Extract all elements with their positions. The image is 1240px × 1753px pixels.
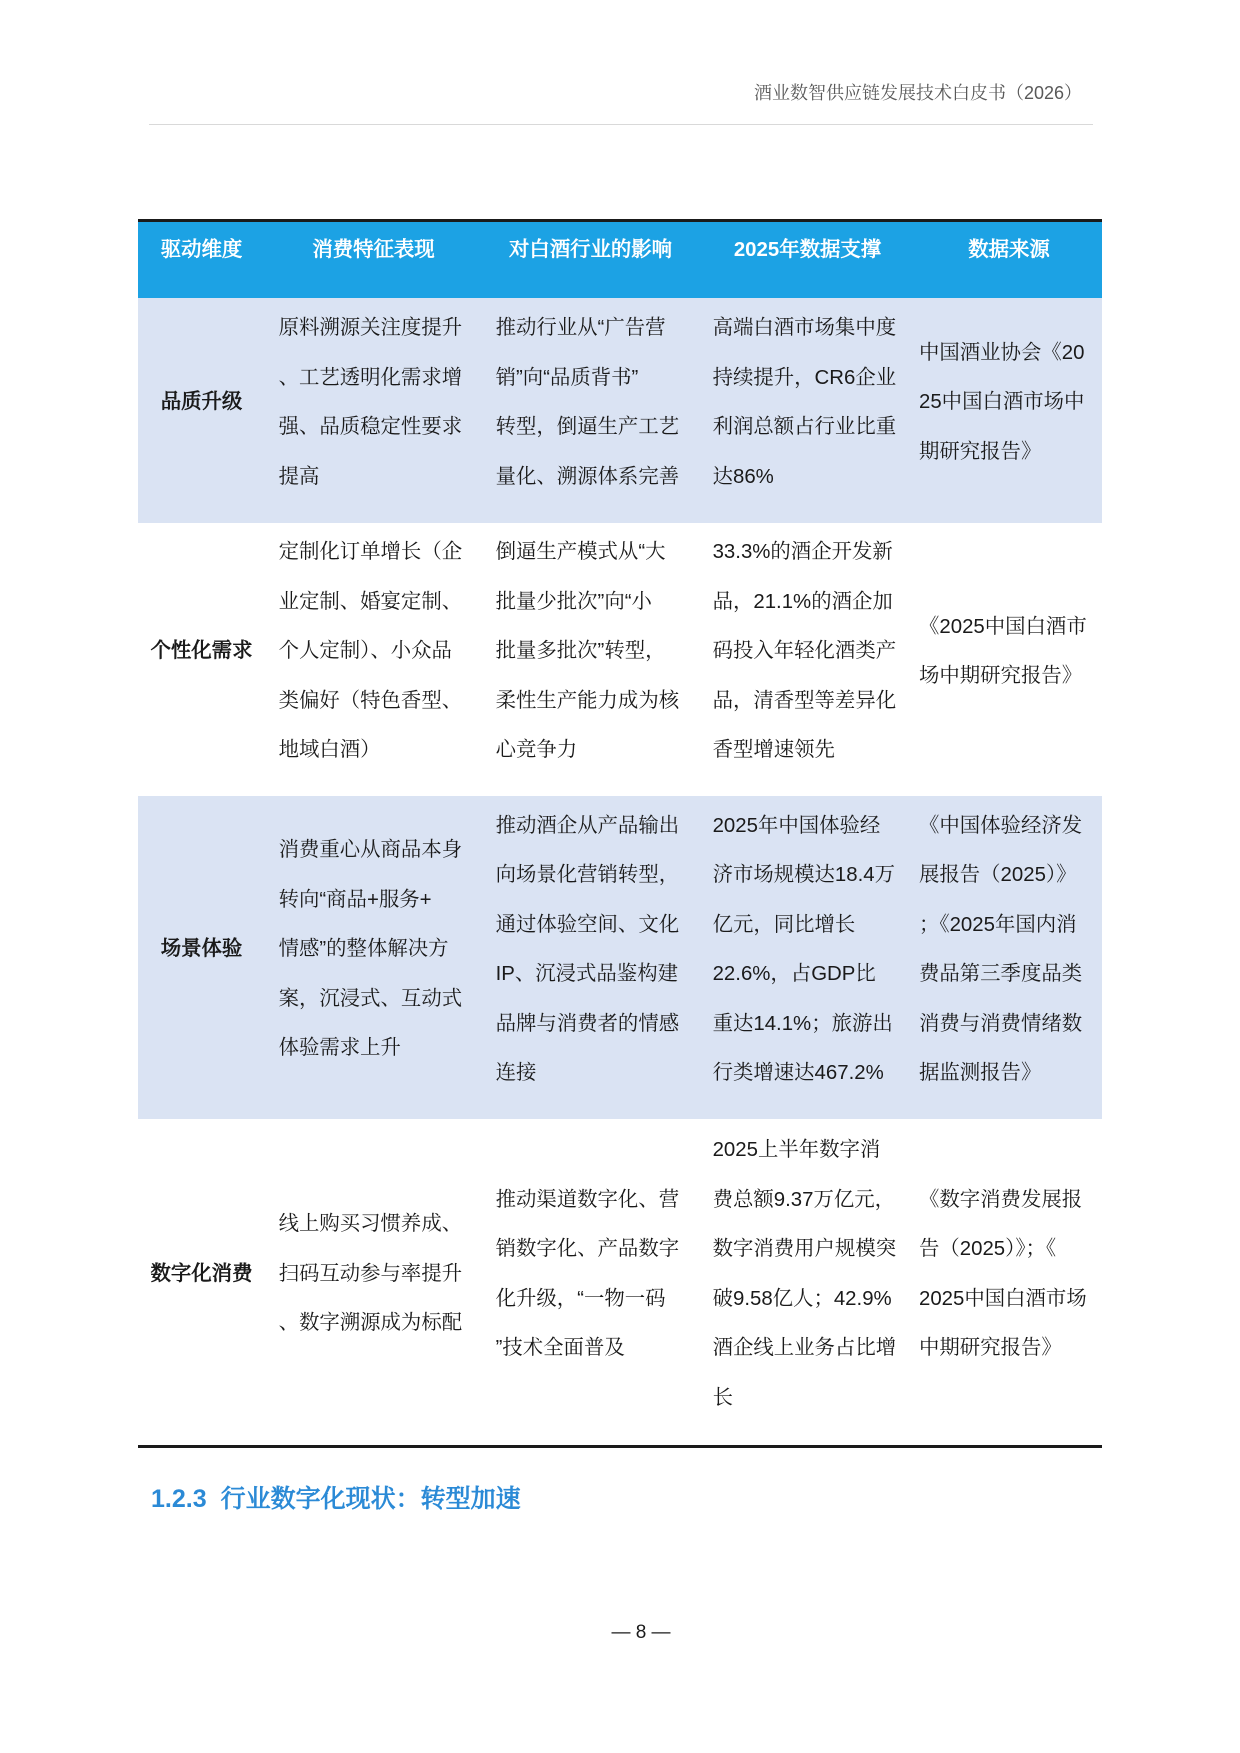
- cell-line: 场景体验: [160, 938, 243, 961]
- drivers-table: [138, 219, 1102, 1448]
- cell-line: 通过体验空间、文化: [495, 913, 680, 936]
- section-heading: [151, 1483, 521, 1515]
- cell-dimension: [138, 523, 265, 796]
- cell-line: 个人定制）、小众品: [278, 640, 452, 663]
- cell-line: 转型，倒逼生产工艺: [495, 416, 680, 438]
- cell-line: 连接: [495, 1062, 537, 1084]
- cell-impact: [482, 1119, 699, 1445]
- cell-line: 《中国体验经济发: [919, 814, 1083, 837]
- cell-line: 、数字溯源成为标配: [278, 1312, 463, 1335]
- cell-line: 销数字化、产品数字: [495, 1238, 680, 1260]
- cell-line: 持续提升，CR6企业: [712, 366, 897, 389]
- cell-line: ；《2025年国内消: [919, 913, 1077, 936]
- page-number: — 8 —: [611, 1622, 671, 1643]
- cell-impact: [482, 298, 699, 523]
- cell-line: 破9.58亿人；42.9%: [712, 1287, 892, 1310]
- cell-line: 2025中国白酒市场: [919, 1287, 1087, 1310]
- cell-line: 、工艺透明化需求增: [278, 366, 463, 389]
- column-header-impact: 对白酒行业的影响: [482, 222, 699, 298]
- cell-line: 倒逼生产模式从“大: [495, 541, 666, 564]
- cell-line: 费品第三季度品类: [919, 963, 1083, 985]
- cell-line: 体验需求上升: [278, 1037, 401, 1060]
- cell-features: [265, 523, 482, 796]
- cell-data-support: [699, 298, 916, 523]
- cell-line: 原料溯源关注度提升: [278, 317, 463, 339]
- cell-line: ”技术全面普及: [495, 1337, 625, 1359]
- cell-line: 《2025中国白酒市: [919, 615, 1087, 638]
- cell-line: 消费与消费情绪数: [919, 1012, 1083, 1035]
- cell-features: [265, 1119, 482, 1445]
- cell-line: 码投入年轻化酒类产: [712, 640, 897, 663]
- cell-line: 《数字消费发展报: [919, 1188, 1083, 1211]
- cell-line: 推动酒企从产品输出: [495, 814, 680, 837]
- cell-line: 酒企线上业务占比增: [712, 1337, 897, 1359]
- cell-source: [916, 523, 1102, 796]
- table-row: [138, 298, 1102, 523]
- cell-line: 强、品质稳定性要求: [278, 416, 463, 438]
- cell-line: 25中国白酒市场中: [919, 391, 1085, 414]
- cell-features: [265, 796, 482, 1119]
- cell-impact: [482, 523, 699, 796]
- document-header-title: 酒业数智供应链发展技术白皮书（2026）: [753, 83, 1082, 103]
- cell-line: 场中期研究报告》: [919, 665, 1083, 687]
- cell-line: 转向“商品+服务+: [278, 888, 432, 911]
- cell-line: 据监测报告》: [919, 1062, 1042, 1084]
- column-header-data-support: 2025年数据支撑: [699, 222, 916, 298]
- column-header-features: 消费特征表现: [265, 222, 482, 298]
- cell-line: 长: [712, 1386, 733, 1409]
- column-header-dimension: 驱动维度: [138, 222, 265, 298]
- cell-line: 销”向“品质背书”: [495, 366, 639, 389]
- cell-source: [916, 1119, 1102, 1445]
- cell-line: 量化、溯源体系完善: [495, 465, 680, 488]
- cell-line: 展报告（2025）》: [919, 864, 1077, 886]
- column-header-source: 数据来源: [916, 222, 1102, 298]
- cell-line: 批量多批次”转型，: [495, 640, 666, 663]
- cell-dimension: [138, 796, 265, 1119]
- header-divider: [149, 124, 1093, 125]
- cell-source: [916, 796, 1102, 1119]
- cell-line: 化升级，“一物一码: [495, 1287, 666, 1310]
- cell-line: 品，清香型等差异化: [712, 689, 897, 712]
- cell-features: [265, 298, 482, 523]
- cell-line: 心竞争力: [495, 739, 578, 762]
- cell-line: 高端白酒市场集中度: [712, 317, 897, 339]
- table-body: [138, 298, 1102, 1445]
- table-row: [138, 1119, 1102, 1445]
- drivers-table-wrapper: [138, 219, 1102, 1448]
- cell-line: 行类增速达467.2%: [712, 1062, 884, 1084]
- cell-line: 消费重心从商品本身: [278, 839, 463, 862]
- cell-line: 香型增速领先: [712, 739, 835, 762]
- table-header-row: [138, 222, 1102, 298]
- cell-line: 数字消费用户规模突: [712, 1238, 897, 1260]
- cell-line: 品，21.1%的酒企加: [712, 590, 893, 613]
- cell-line: 向场景化营销转型，: [495, 864, 680, 886]
- cell-line: 亿元，同比增长: [712, 913, 856, 936]
- cell-line: 告（2025）》；《: [919, 1238, 1057, 1260]
- cell-line: 中期研究报告》: [919, 1337, 1062, 1359]
- cell-line: 线上购买习惯养成、: [278, 1213, 463, 1236]
- cell-line: 业定制、婚宴定制、: [278, 590, 463, 613]
- cell-line: 费总额9.37万亿元，: [712, 1188, 896, 1211]
- cell-line: 33.3%的酒企开发新: [712, 541, 893, 564]
- cell-line: 定制化订单增长（企: [278, 541, 463, 564]
- section-number: 1.2.3: [151, 1485, 207, 1513]
- cell-line: 品质升级: [160, 391, 243, 414]
- table-head: [138, 222, 1102, 298]
- cell-line: 推动行业从“广告营: [495, 317, 666, 339]
- cell-data-support: [699, 523, 916, 796]
- cell-dimension: [138, 1119, 265, 1445]
- cell-line: 达86%: [712, 465, 774, 488]
- cell-line: 柔性生产能力成为核: [495, 689, 680, 712]
- cell-data-support: [699, 1119, 916, 1445]
- cell-line: 案，沉浸式、互动式: [278, 987, 463, 1010]
- cell-line: 中国酒业协会《20: [919, 341, 1085, 364]
- cell-dimension: [138, 298, 265, 523]
- cell-line: 2025上半年数字消: [712, 1139, 881, 1161]
- cell-line: 重达14.1%；旅游出: [712, 1012, 893, 1035]
- cell-impact: [482, 796, 699, 1119]
- cell-data-support: [699, 796, 916, 1119]
- cell-line: 提高: [278, 465, 320, 488]
- cell-line: 情感”的整体解决方: [278, 938, 449, 961]
- cell-line: 数字化消费: [150, 1262, 253, 1285]
- cell-line: IP、沉浸式品鉴构建: [495, 963, 678, 985]
- table-row: [138, 796, 1102, 1119]
- cell-line: 22.6%，占GDP比: [712, 963, 876, 985]
- cell-line: 2025年中国体验经: [712, 814, 881, 837]
- cell-line: 个性化需求: [150, 640, 253, 663]
- cell-source: [916, 298, 1102, 523]
- cell-line: 品牌与消费者的情感: [495, 1012, 680, 1035]
- cell-line: 类偏好（特色香型、: [278, 689, 463, 712]
- cell-line: 推动渠道数字化、营: [495, 1188, 680, 1211]
- cell-line: 利润总额占行业比重: [712, 416, 897, 438]
- cell-line: 扫码互动参与率提升: [278, 1262, 463, 1285]
- cell-line: 期研究报告》: [919, 440, 1042, 463]
- cell-line: 批量少批次”向“小: [495, 590, 652, 613]
- section-title: 行业数字化现状：转型加速: [220, 1485, 521, 1513]
- cell-line: 地域白酒）: [278, 739, 381, 762]
- table-row: [138, 523, 1102, 796]
- cell-line: 济市场规模达18.4万: [712, 864, 896, 886]
